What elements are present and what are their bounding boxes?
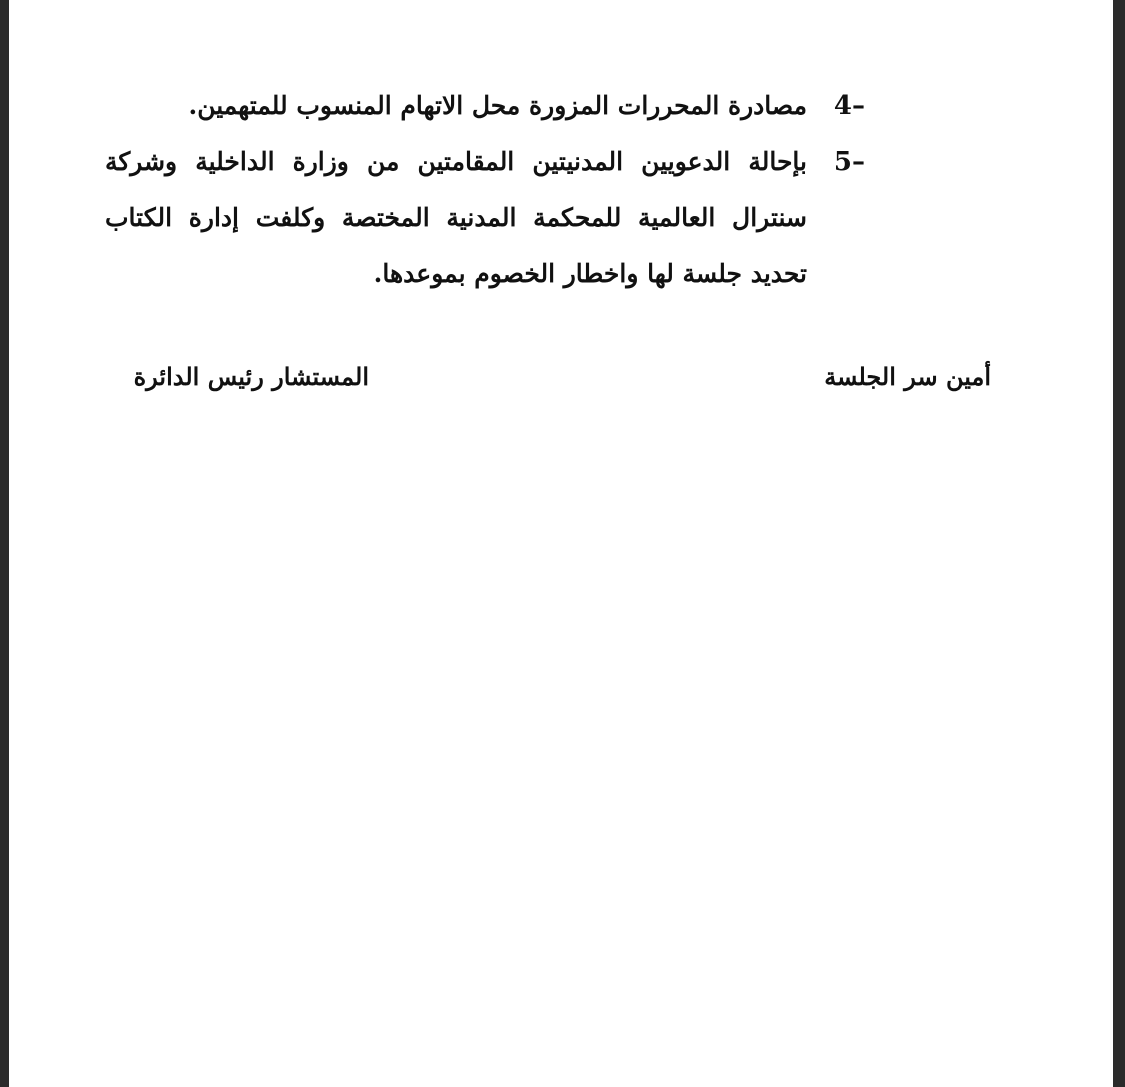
document-page — [9, 0, 1113, 1087]
item-text: مصادرة المحررات المزورة محل الاتهام المنسوب للمتهمين. — [188, 91, 807, 120]
chief-judge-signature-label: المستشار رئيس الدائرة — [133, 362, 369, 391]
ruling-item-4 — [105, 78, 865, 134]
clerk-signature-label: أمين سر الجلسة — [824, 362, 991, 391]
signature-block — [9, 362, 1113, 412]
ruling-items — [105, 78, 865, 302]
item-number: 4– — [833, 91, 865, 121]
item-number: 5– — [833, 147, 865, 177]
item-text: بإحالة الدعويين المدنيتين المقامتين من وزارة الداخلية وشركة سنترال العالمية للمحكمة المدنية المختصة وكلفت إدارة الكتاب تحديد جلسة لها واخطار الخصوم بموعدها. — [105, 147, 807, 288]
ruling-item-5 — [105, 134, 865, 302]
